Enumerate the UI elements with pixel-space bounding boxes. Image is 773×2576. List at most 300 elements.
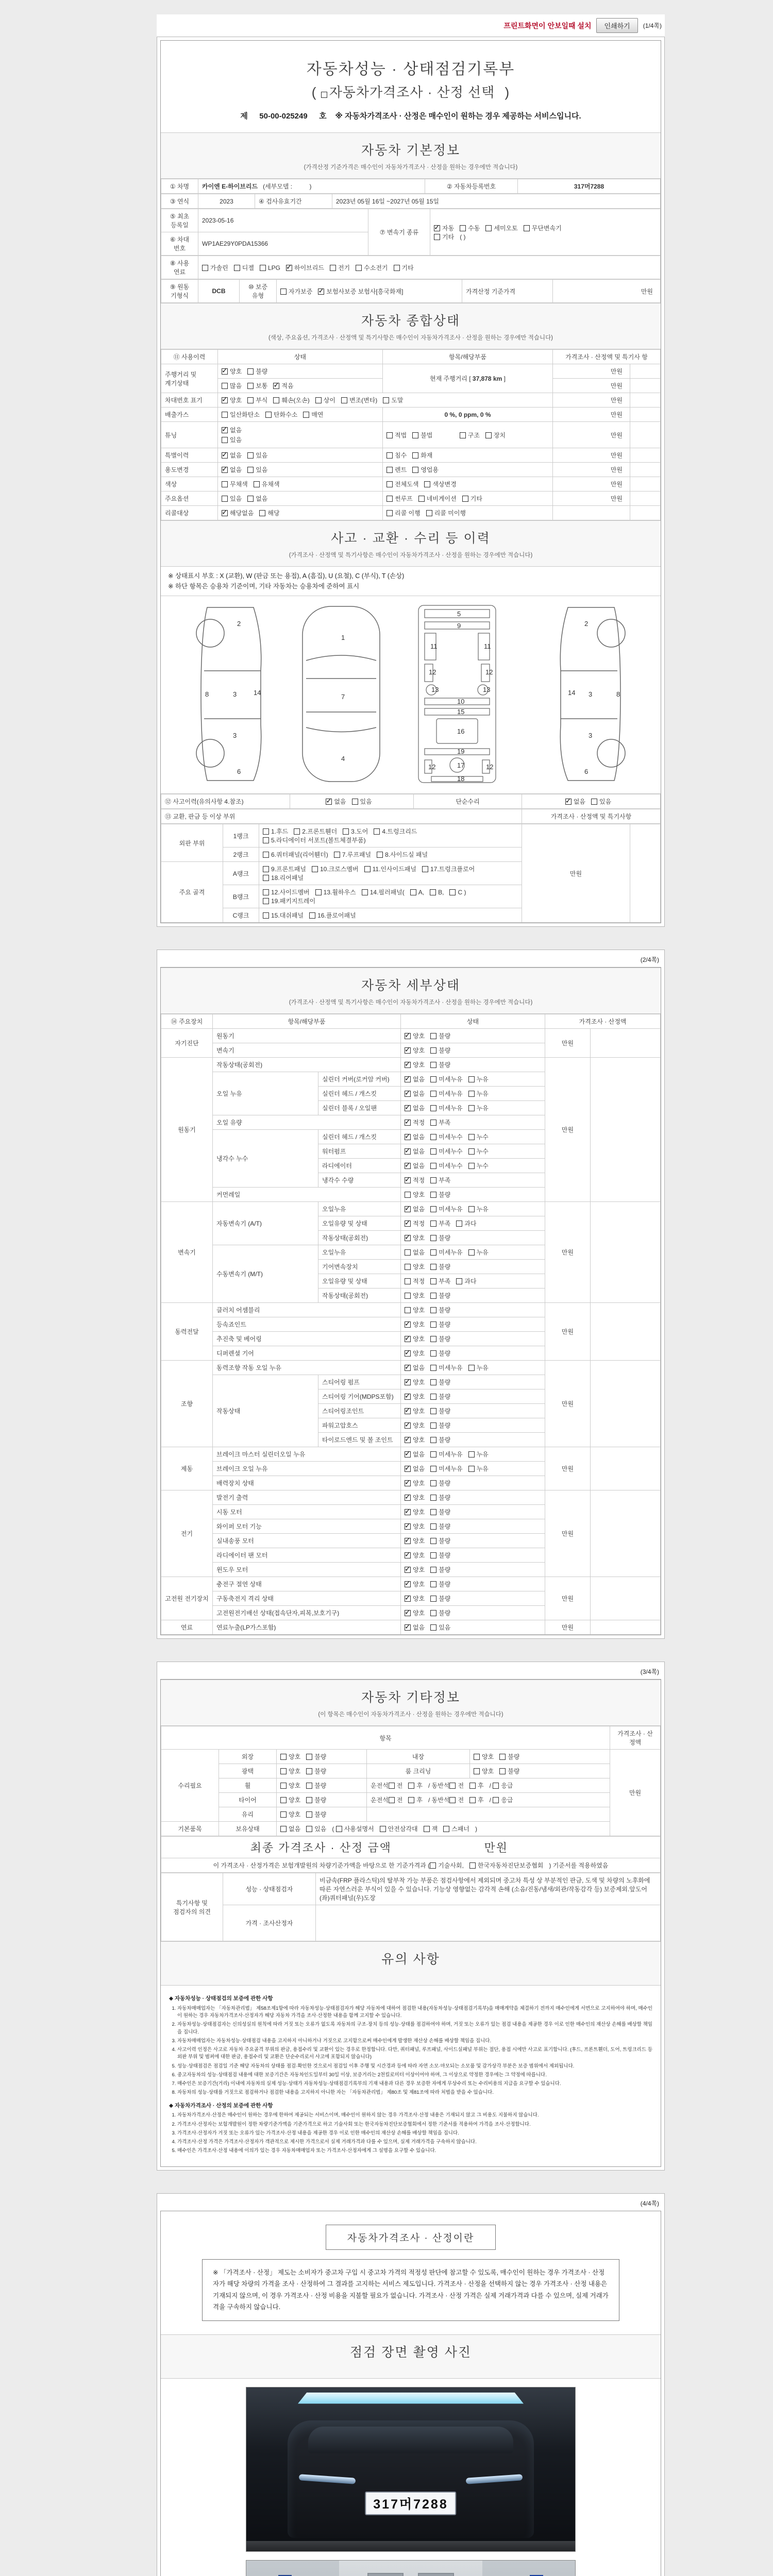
checkbox-label: 화재 [421,452,433,459]
checkbox-option [222,426,379,434]
text: 2 [584,620,589,628]
checkbox-unchecked[interactable] [449,1797,456,1803]
checkbox-unchecked[interactable] [449,889,456,895]
text: 2. 가격조사·산정자는 보험개발원이 정한 차량기준가액을 기준가격으로 하고 기술사회 또는 한국자동차진단보증협회에서 정한 기준서를 적용하여 가격을 조사·산정합니다. [177,2121,652,2128]
checkbox-unchecked[interactable] [468,1134,475,1140]
checkbox-unchecked[interactable] [222,412,228,418]
text: (세부모델 : [263,183,293,190]
text: 4. 가격조사·산정 가격은 가격조사·산정자가 객관적으로 제시한 가격으로서 실제 거래가격과 다를 수 있으며, 실제 거래가격을 구속하지 않습니다. [177,2139,652,2146]
checkbox-unchecked[interactable] [202,265,208,271]
checkbox-option [405,1334,425,1343]
checkbox-unchecked[interactable] [386,467,393,473]
checkbox-checked[interactable] [405,1610,411,1616]
checkbox-unchecked[interactable] [263,866,269,872]
checkbox-checked[interactable] [405,1365,411,1371]
checkbox-option [430,1861,464,1870]
checkbox-unchecked[interactable] [280,1768,287,1774]
text: 냉각수 누수 [213,1130,318,1188]
checkbox-unchecked[interactable] [468,1206,475,1212]
checkbox-label: 누유 [476,1364,489,1371]
checkbox-unchecked[interactable] [315,889,322,895]
checkbox-option [386,494,413,503]
checkbox-unchecked[interactable] [493,1797,499,1803]
checkbox-option [326,797,346,806]
checkbox-unchecked[interactable] [362,889,368,895]
column-header: 상태 [218,350,383,364]
checkbox-unchecked[interactable] [408,1797,414,1803]
checkbox-option [273,396,309,404]
checkbox-label: 리콜 이행 [395,510,421,517]
comprehensive-table [161,349,661,520]
text: 운전석 [371,1797,389,1804]
checkbox-unchecked[interactable] [260,265,266,271]
checkbox-unchecked[interactable] [377,852,383,858]
text: 8 [616,690,620,698]
checkbox-unchecked[interactable] [222,383,228,389]
checkbox-unchecked[interactable] [408,1783,414,1789]
checkbox-checked[interactable] [405,1235,411,1241]
checkbox-unchecked[interactable] [263,828,269,835]
checkbox-unchecked[interactable] [456,1221,462,1227]
checkbox-unchecked[interactable] [430,1091,436,1097]
page-marker-3: (3/4쪽) [640,1668,659,1675]
checkbox-unchecked[interactable] [418,496,425,502]
checkbox-unchecked[interactable] [247,397,254,403]
checkbox-label: 구조 [467,431,480,439]
row-label: ⑬ 교환, 판금 등 이상 부위 [161,809,522,824]
checkbox-unchecked[interactable] [474,1768,480,1774]
section-photos [161,2334,661,2379]
checkbox-option [474,1752,494,1761]
checkbox-label: 불량 [439,1436,451,1444]
checkbox-unchecked[interactable] [430,1278,436,1284]
text: 연료누출(LP가스포함) [213,1620,401,1635]
checkbox-unchecked[interactable] [265,412,272,418]
checkbox-unchecked[interactable] [430,1581,436,1587]
checkbox-option [468,1464,489,1473]
checkbox-unchecked[interactable] [412,452,418,459]
checkbox-unchecked[interactable] [443,1826,449,1832]
checkbox-unchecked[interactable] [430,1206,436,1212]
checkbox-unchecked[interactable] [430,1293,436,1299]
text: 룸 크리닝 [367,1764,470,1778]
checkbox-unchecked[interactable] [263,898,269,904]
checkbox-unchecked[interactable] [430,1379,436,1385]
checkbox-unchecked[interactable] [468,1249,475,1256]
checkbox-unchecked[interactable] [254,481,260,487]
checkbox-unchecked[interactable] [430,1235,436,1241]
checkbox-unchecked[interactable] [430,1422,436,1429]
checkbox-unchecked[interactable] [336,1826,342,1832]
checkbox-unchecked[interactable] [247,383,254,389]
checkbox-label: 적정 [413,1177,425,1184]
text: 운전석 [371,1782,389,1789]
checkbox-checked[interactable] [222,510,228,516]
checkbox-unchecked[interactable] [430,1451,436,1458]
checkbox-option [303,410,323,419]
checkbox-checked[interactable] [405,1451,411,1458]
checkbox-option [343,827,368,836]
checkbox-unchecked[interactable] [430,1062,436,1068]
checkbox-unchecked[interactable] [386,510,393,516]
checkbox-label: 3.도어 [351,828,368,835]
checkbox-unchecked[interactable] [280,1783,287,1789]
row-label: 특별이력 [161,448,218,463]
checkbox-checked[interactable] [405,1062,411,1068]
checkbox-checked[interactable] [405,1091,411,1097]
text: 오일유량 및 상태 [318,1274,401,1289]
print-button[interactable]: 인쇄하기 [596,18,637,33]
checkbox-unchecked[interactable] [334,852,340,858]
checkbox-checked[interactable] [405,1047,411,1054]
checkbox-checked[interactable] [405,1350,411,1357]
checkbox-unchecked[interactable] [405,1307,411,1313]
text: 5 [457,610,461,618]
checkbox-unchecked[interactable] [405,1249,411,1256]
checkbox-unchecked[interactable] [430,1552,436,1558]
checkbox-label: 미세누유 [439,1451,463,1458]
checkbox-unchecked[interactable] [430,1249,436,1256]
table-row [161,824,661,848]
engine-type-value: DCB [198,280,240,303]
table-row [161,1750,661,1764]
row-label: 수리필요 [161,1750,219,1822]
checkbox-unchecked[interactable] [430,1047,436,1054]
text: 3 [589,732,593,739]
checkbox-unchecked[interactable] [430,1350,436,1357]
checkbox-checked[interactable] [273,383,279,389]
checkbox-unchecked[interactable] [430,1596,436,1602]
checkbox-unchecked[interactable] [468,1466,475,1472]
checkbox-unchecked[interactable] [280,1826,287,1832]
checkbox-unchecked[interactable] [499,1768,506,1774]
checkbox-unchecked[interactable] [474,1754,480,1760]
checkbox-unchecked[interactable] [430,1495,436,1501]
checkbox-label: 부족 [439,1278,451,1285]
checkbox-unchecked[interactable] [273,397,279,403]
checkbox-unchecked[interactable] [468,1365,475,1371]
checkbox-checked[interactable] [405,1552,411,1558]
checkbox-unchecked[interactable] [263,912,269,919]
checkbox-checked[interactable] [565,799,572,805]
checkbox-unchecked[interactable] [485,432,492,438]
checkbox-unchecked[interactable] [280,1797,287,1803]
table-row [161,1905,661,1941]
checkbox-unchecked[interactable] [312,866,318,872]
checkbox-unchecked[interactable] [434,234,440,240]
checkbox-checked[interactable] [405,1379,411,1385]
checkbox-unchecked[interactable] [430,1163,436,1169]
checkbox-checked[interactable] [405,1480,411,1486]
section-title: 자동차 세부상태 [361,978,460,993]
checkbox-checked[interactable] [405,1177,411,1183]
checkbox-unchecked[interactable] [591,799,597,805]
checkbox-unchecked[interactable] [321,92,327,98]
checkbox-unchecked[interactable] [315,397,322,403]
checkbox-unchecked[interactable] [306,1754,312,1760]
checkbox-label: B, [438,889,444,896]
accident-parts-header [161,809,661,824]
checkbox-unchecked[interactable] [222,481,228,487]
checkbox-unchecked[interactable] [280,1811,287,1818]
page-1 [157,37,665,927]
checkbox-checked[interactable] [286,265,292,271]
checkbox-option [405,1104,425,1112]
checkbox-option [430,1450,462,1459]
checkbox-unchecked[interactable] [386,452,393,459]
checkbox-unchecked[interactable] [389,1797,395,1803]
checkbox-checked[interactable] [405,1321,411,1328]
text: 스티어링 기어(MDPS포함) [318,1389,401,1404]
checkbox-unchecked[interactable] [430,1567,436,1573]
column-header: 가격조사 · 산정액 및 특기사항 [522,809,661,824]
checkbox-checked[interactable] [405,1509,411,1515]
checkbox-checked[interactable] [405,1120,411,1126]
checkbox-unchecked[interactable] [263,875,269,881]
checkbox-unchecked[interactable] [306,1797,312,1803]
checkbox-checked[interactable] [405,1105,411,1111]
checkbox-checked[interactable] [405,1394,411,1400]
checkbox-checked[interactable] [405,1033,411,1039]
checkbox-unchecked[interactable] [456,1278,462,1284]
checkbox-unchecked[interactable] [263,852,269,858]
checkbox-checked[interactable] [405,1624,411,1631]
checkbox-unchecked[interactable] [309,912,315,919]
checkbox-checked[interactable] [405,1567,411,1573]
checkbox-unchecked[interactable] [352,799,358,805]
checkbox-label: 양호 [230,397,242,404]
checkbox-label: 양호 [413,1047,425,1054]
row-label: ⑫ 사고이력(유의사항 4.참조) [161,794,290,809]
checkbox-label: 양호 [289,1768,301,1775]
checkbox-unchecked[interactable] [430,1408,436,1414]
checkbox-checked[interactable] [405,1581,411,1587]
checkbox-label: 양호 [413,1509,425,1516]
checkbox-unchecked[interactable] [493,1783,499,1789]
checkbox-unchecked[interactable] [247,368,254,375]
checkbox-unchecked[interactable] [468,1163,475,1169]
checkbox-unchecked[interactable] [386,432,393,438]
checkbox-option [405,1378,425,1386]
checkbox-option [222,435,379,444]
checkbox-checked[interactable] [318,289,324,295]
text: 만원 [545,1202,591,1303]
checkbox-checked[interactable] [405,1148,411,1155]
checkbox-checked[interactable] [222,427,228,433]
checkbox-option [394,263,414,272]
checkbox-unchecked[interactable] [234,265,240,271]
checkbox-unchecked[interactable] [330,265,336,271]
checkbox-unchecked[interactable] [386,496,393,502]
checkbox-label: A, [418,889,425,896]
checkbox-checked[interactable] [405,1076,411,1082]
checkbox-unchecked[interactable] [430,1624,436,1631]
checkbox-option [405,1089,425,1098]
checkbox-unchecked[interactable] [422,866,428,872]
checkbox-unchecked[interactable] [247,496,254,502]
checkbox-unchecked[interactable] [374,828,380,835]
checkbox-unchecked[interactable] [468,1076,475,1082]
checkbox-unchecked[interactable] [430,1862,436,1869]
checkbox-label: 자동차가격조사 · 산정 선택 [329,84,495,100]
checkbox-unchecked[interactable] [524,225,530,231]
text: 만원 [545,1029,591,1058]
checkbox-label: 미세누유 [439,1090,463,1097]
checkbox-checked[interactable] [405,1408,411,1414]
table-row [161,1873,661,1905]
checkbox-unchecked[interactable] [430,1134,436,1140]
checkbox-unchecked[interactable] [383,397,389,403]
checkbox-unchecked[interactable] [364,866,371,872]
checkbox-checked[interactable] [434,225,440,231]
checkbox-unchecked[interactable] [430,889,436,895]
checkbox-unchecked[interactable] [247,452,254,459]
checkbox-checked[interactable] [222,467,228,473]
checkbox-unchecked[interactable] [247,467,254,473]
checkbox-unchecked[interactable] [389,1783,395,1789]
checkbox-checked[interactable] [405,1538,411,1544]
checkbox-unchecked[interactable] [449,1783,456,1789]
checkbox-unchecked[interactable] [306,1811,312,1818]
checkbox-unchecked[interactable] [468,1091,475,1097]
table-row [161,1303,661,1317]
checkbox-unchecked[interactable] [341,397,347,403]
checkbox-option [430,1233,450,1242]
checkbox-checked[interactable] [405,1466,411,1472]
checkbox-unchecked[interactable] [263,837,269,843]
column-header: 상태 [401,1014,545,1029]
checkbox-unchecked[interactable] [430,1033,436,1039]
checkbox-unchecked[interactable] [430,1105,436,1111]
checkbox-unchecked[interactable] [430,1394,436,1400]
checkbox-unchecked[interactable] [430,1610,436,1616]
checkbox-checked[interactable] [405,1523,411,1530]
checkbox-unchecked[interactable] [405,1293,411,1299]
checkbox-unchecked[interactable] [430,1509,436,1515]
checkbox-unchecked[interactable] [356,265,362,271]
checkbox-unchecked[interactable] [222,437,228,443]
checkbox-unchecked[interactable] [430,1336,436,1342]
checkbox-unchecked[interactable] [412,432,418,438]
checkbox-unchecked[interactable] [430,1321,436,1328]
checkbox-checked[interactable] [405,1495,411,1501]
checkbox-unchecked[interactable] [343,828,349,835]
text: 동반석 [431,1782,450,1789]
checkbox-checked[interactable] [405,1422,411,1429]
checkbox-unchecked[interactable] [430,1480,436,1486]
text: / [428,1797,430,1804]
checkbox-checked[interactable] [326,799,332,805]
checkbox-label: 수소전기 [364,264,388,272]
checkbox-unchecked[interactable] [280,1754,287,1760]
checkbox-unchecked[interactable] [405,1264,411,1270]
text: 8 [205,690,209,698]
print-install-link[interactable]: 프린트화면이 안보일때 설치 [503,21,592,30]
checkbox-unchecked[interactable] [412,467,418,473]
checkbox-unchecked[interactable] [426,510,432,516]
checkbox-unchecked[interactable] [303,412,309,418]
checkbox-unchecked[interactable] [468,1148,475,1155]
checkbox-label: 양호 [413,1335,425,1343]
checkbox-unchecked[interactable] [405,1192,411,1198]
checkbox-unchecked[interactable] [386,481,393,487]
checkbox-unchecked[interactable] [405,1278,411,1284]
checkbox-unchecked[interactable] [499,1754,506,1760]
checkbox-label: 누유 [476,1249,489,1256]
section-subtitle: (가격조사 · 산정액 및 특기사항은 매수인이 자동차가격조사 · 산정을 원하는 경우에만 적습니다) [289,999,533,1006]
checkbox-option [405,1176,425,1184]
checkbox-unchecked[interactable] [294,828,300,835]
checkbox-unchecked[interactable] [259,510,265,516]
checkbox-checked[interactable] [222,368,228,375]
checkbox-unchecked[interactable] [222,496,228,502]
checkbox-option [412,465,439,474]
checkbox-label: 침수 [395,452,407,459]
checkbox-unchecked[interactable] [424,481,430,487]
checkbox-unchecked[interactable] [410,889,416,895]
checkbox-unchecked[interactable] [306,1783,312,1789]
checkbox-checked[interactable] [405,1221,411,1227]
checkbox-unchecked[interactable] [468,1451,475,1458]
checkbox-unchecked[interactable] [394,265,400,271]
checkbox-unchecked[interactable] [430,1437,436,1443]
checkbox-unchecked[interactable] [430,1466,436,1472]
checkbox-checked[interactable] [405,1163,411,1169]
checkbox-checked[interactable] [405,1206,411,1212]
checkbox-unchecked[interactable] [469,1862,476,1869]
checkbox-unchecked[interactable] [430,1192,436,1198]
checkbox-unchecked[interactable] [462,496,468,502]
checkbox-unchecked[interactable] [430,1221,436,1227]
checkbox-unchecked[interactable] [469,1797,476,1803]
checkbox-checked[interactable] [405,1336,411,1342]
checkbox-unchecked[interactable] [430,1365,436,1371]
checkbox-unchecked[interactable] [280,289,287,295]
checkbox-unchecked[interactable] [485,225,492,231]
checkbox-unchecked[interactable] [430,1148,436,1155]
checkbox-unchecked[interactable] [430,1177,436,1183]
checkbox-unchecked[interactable] [263,889,269,895]
checkbox-label: 17.트렁크플로어 [430,866,475,873]
checkbox-unchecked[interactable] [430,1076,436,1082]
accident-rank-table [161,824,661,923]
checkbox-unchecked[interactable] [380,1826,386,1832]
field-label: ⑩ 보증 유형 [240,280,277,303]
checkbox-checked[interactable] [222,397,228,403]
checkbox-unchecked[interactable] [469,1783,476,1789]
checkbox-unchecked[interactable] [468,1105,475,1111]
checkbox-unchecked[interactable] [424,1826,430,1832]
checkbox-label: 하이브리드 [294,264,324,272]
checkbox-checked[interactable] [405,1134,411,1140]
checkbox-unchecked[interactable] [306,1768,312,1774]
checkbox-checked[interactable] [405,1596,411,1602]
text: 19 [457,748,465,755]
checkbox-unchecked[interactable] [430,1120,436,1126]
text: 16 [457,727,465,735]
checkbox-unchecked[interactable] [460,432,466,438]
checkbox-unchecked[interactable] [430,1523,436,1530]
checkbox-unchecked[interactable] [460,225,466,231]
checkbox-unchecked[interactable] [430,1307,436,1313]
checkbox-checked[interactable] [405,1437,411,1443]
checkbox-unchecked[interactable] [306,1826,312,1832]
checkbox-unchecked[interactable] [430,1264,436,1270]
checkbox-label: 미세누유 [439,1076,463,1083]
field-label: ⑦ 변속기 종류 [368,209,430,256]
checkbox-unchecked[interactable] [430,1538,436,1544]
checkbox-checked[interactable] [222,452,228,459]
